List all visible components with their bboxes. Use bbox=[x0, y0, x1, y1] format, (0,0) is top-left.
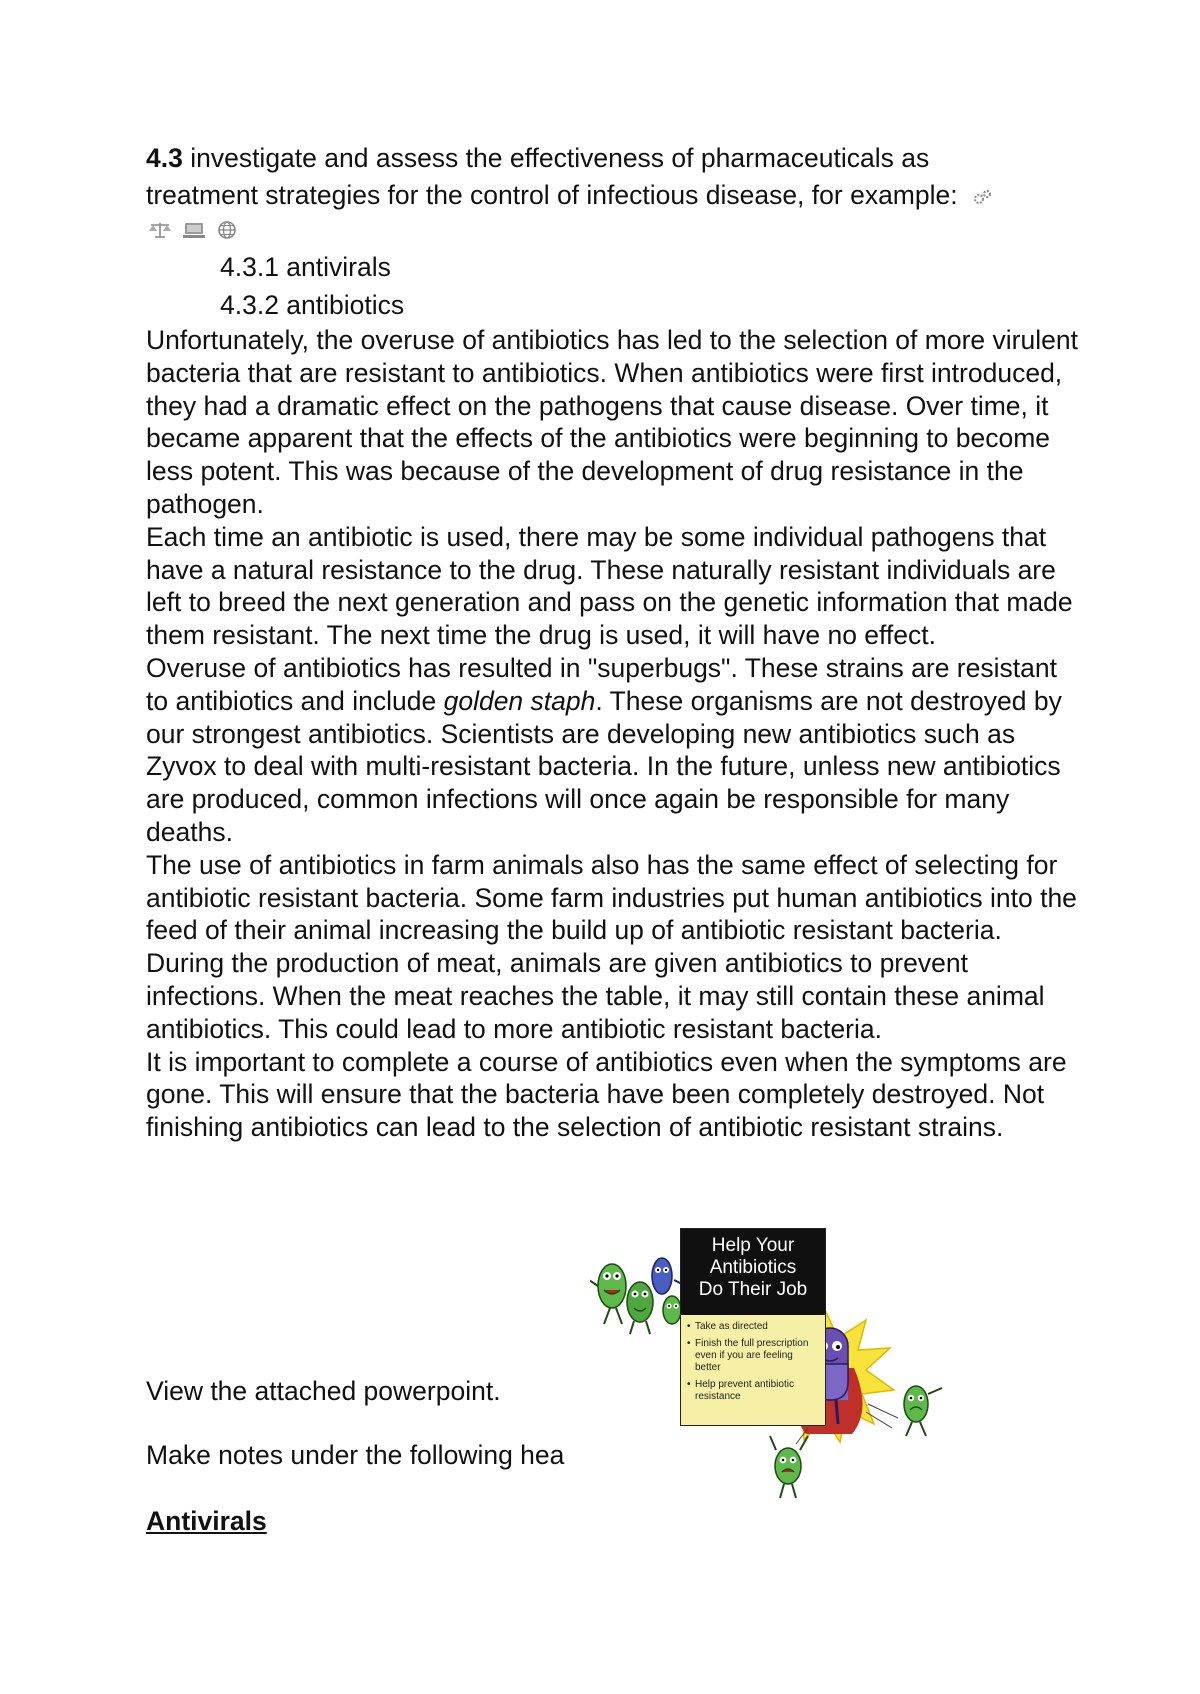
paragraph-overuse: Unfortunately, the overuse of antibiotics has led to the selection of more virulent bacteria that are resistant to antibiotics. When antibiotics were first introduced, they had a dramatic effect on the pathogens that cause disease. Over time, it became apparent that the effects of the antibiotics were beginning to become less potent. This was because of the development of drug resistance in the pathogen. bbox=[146, 325, 1078, 519]
outcome-text: investigate and assess the effectiveness of pharmaceuticals as bbox=[182, 143, 930, 173]
poster-bullets bbox=[681, 1315, 825, 1403]
paragraph-superbugs bbox=[146, 652, 1086, 849]
superbugs-text-a: Overuse of antibiotics has resulted in "superbugs". These strains are resistant to antibiotics and include bbox=[146, 652, 1057, 716]
superbugs-text-b: . These organisms are not destroyed by our strongest antibiotics. Scientists are developing new antibiotics such as Zyvox to deal with multi-resistant bacteria. In the future, unless new antibiotics are produced, common infections will once again be responsible for many deaths. bbox=[146, 685, 1062, 847]
computer-icon bbox=[182, 215, 206, 248]
poster-title-line-1: Help Your bbox=[711, 1235, 795, 1256]
outcome-line-1 bbox=[146, 140, 1086, 177]
germ-bottom bbox=[770, 1436, 808, 1498]
paragraph-complete-course: It is important to complete a course of antibiotics even when the symptoms are gone. This will ensure that the bacteria have been completely destroyed. Not finishing antibiotics can lead to the selection of antibiotic resistant strains. bbox=[146, 1046, 1067, 1143]
outcome-item-antivirals: 4.3.1 antivirals bbox=[220, 252, 391, 282]
poster-title-line-3: Do Their Job bbox=[698, 1279, 808, 1300]
poster-bullet: • Finish the full prescription even if you are feeling better bbox=[687, 1338, 819, 1374]
antibiotics-poster bbox=[590, 1228, 960, 1518]
document-body bbox=[146, 140, 1086, 1144]
poster-title bbox=[681, 1229, 825, 1315]
paragraph-natural-resistance: Each time an antibiotic is used, there may be some individual pathogens that have a natural resistance to the drug. These naturally resistant individuals are left to breed the next generation and pass on the genetic information that made them resistant. The next time the drug is used, it will have no effect. bbox=[146, 521, 1073, 651]
paragraph-farm-animals: The use of antibiotics in farm animals also has the same effect of selecting for antibiotic resistant bacteria. Some farm industries put human antibiotics into the feed of their animal increasing the build up of antibiotic resistant bacteria. During the production of meat, animals are given antibiotics to prevent infections. When the meat reaches the table, it may still contain these animal antibiotics. This could lead to more antibiotic resistant bacteria. bbox=[146, 849, 1077, 1044]
outcome-number: 4.3 bbox=[146, 143, 183, 173]
make-notes-text: Make notes under the following hea bbox=[146, 1440, 565, 1470]
outcome-icons bbox=[146, 214, 1086, 248]
poster-bullet: • Help prevent antibiotic resistance bbox=[687, 1379, 819, 1403]
superbugs-italic: golden staph bbox=[443, 685, 596, 716]
poster-card bbox=[680, 1228, 826, 1426]
view-powerpoint-text: View the attached powerpoint. bbox=[146, 1376, 501, 1406]
globe-icon bbox=[216, 215, 238, 248]
outcome-text-line2: treatment strategies for the control of infectious disease, for example: bbox=[146, 180, 958, 210]
outcome-line-2 bbox=[146, 177, 1086, 214]
scales-icon bbox=[148, 215, 172, 248]
germ-right bbox=[904, 1386, 942, 1436]
poster-title-line-2: Antibiotics bbox=[709, 1257, 797, 1278]
antivirals-heading: Antivirals bbox=[146, 1506, 267, 1536]
gears-icon bbox=[971, 187, 995, 207]
outcome-item-antibiotics: 4.3.2 antibiotics bbox=[220, 290, 405, 320]
germ-left-1 bbox=[590, 1264, 626, 1324]
poster-bullet: • Take as directed bbox=[687, 1321, 819, 1333]
germ-left-2 bbox=[627, 1282, 653, 1334]
germ-left-4 bbox=[663, 1296, 681, 1324]
